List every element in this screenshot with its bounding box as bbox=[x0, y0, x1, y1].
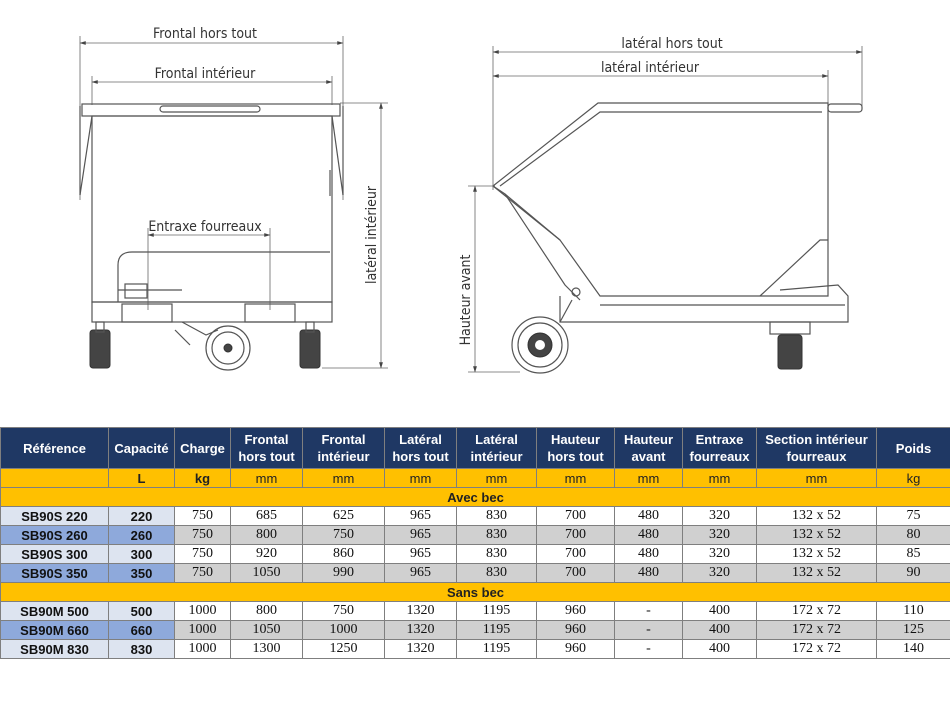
front-view bbox=[80, 26, 343, 370]
reference-cell: SB90M 660 bbox=[1, 621, 109, 640]
label-lateral-hors-tout: latéral hors tout bbox=[621, 36, 723, 52]
table-cell: 830 bbox=[109, 640, 175, 659]
table-cell: 965 bbox=[385, 545, 457, 564]
table-cell: 860 bbox=[303, 545, 385, 564]
table-cell: 920 bbox=[231, 545, 303, 564]
column-header: Frontal hors tout bbox=[231, 428, 303, 469]
table-cell: 90 bbox=[877, 564, 950, 583]
table-cell: 685 bbox=[231, 507, 303, 526]
table-cell: 300 bbox=[109, 545, 175, 564]
table-cell: 1300 bbox=[231, 640, 303, 659]
column-header: Référence bbox=[1, 428, 109, 469]
table-cell: 750 bbox=[175, 526, 231, 545]
table-cell: 965 bbox=[385, 564, 457, 583]
table-cell: 750 bbox=[303, 526, 385, 545]
table-cell: 480 bbox=[615, 564, 683, 583]
unit-cell: kg bbox=[175, 469, 231, 488]
table-cell: 1320 bbox=[385, 640, 457, 659]
unit-cell: mm bbox=[231, 469, 303, 488]
column-header: Frontal intérieur bbox=[303, 428, 385, 469]
table-cell: 830 bbox=[457, 545, 537, 564]
table-cell: 960 bbox=[537, 640, 615, 659]
column-header: Charge bbox=[175, 428, 231, 469]
table-cell: 830 bbox=[457, 507, 537, 526]
table-cell: 320 bbox=[683, 564, 757, 583]
table-cell: 800 bbox=[231, 526, 303, 545]
unit-cell: kg bbox=[877, 469, 950, 488]
table-cell: 965 bbox=[385, 507, 457, 526]
label-hauteur-avant: Hauteur avant bbox=[458, 254, 474, 346]
table-row bbox=[1, 640, 950, 659]
table-cell: 1000 bbox=[175, 602, 231, 621]
unit-cell: mm bbox=[385, 469, 457, 488]
table-cell: 172 x 72 bbox=[757, 602, 877, 621]
header-row bbox=[1, 428, 950, 469]
label-frontal-interieur: Frontal intérieur bbox=[154, 66, 256, 82]
table-cell: 1195 bbox=[457, 602, 537, 621]
table-cell: 750 bbox=[175, 545, 231, 564]
table-cell: 800 bbox=[231, 602, 303, 621]
column-header: Capacité bbox=[109, 428, 175, 469]
unit-cell: mm bbox=[537, 469, 615, 488]
label-entraxe-fourreaux: Entraxe fourreaux bbox=[148, 219, 262, 235]
table-cell: 700 bbox=[537, 507, 615, 526]
table-cell: 1000 bbox=[175, 621, 231, 640]
table-cell: 400 bbox=[683, 602, 757, 621]
dim-hauteur-avant bbox=[458, 186, 520, 372]
column-header: Latéral intérieur bbox=[457, 428, 537, 469]
column-header: Entraxe fourreaux bbox=[683, 428, 757, 469]
table-cell: 172 x 72 bbox=[757, 621, 877, 640]
table-cell: - bbox=[615, 621, 683, 640]
table-cell: 85 bbox=[877, 545, 950, 564]
table-cell: 480 bbox=[615, 545, 683, 564]
unit-cell: mm bbox=[615, 469, 683, 488]
table-cell: 320 bbox=[683, 507, 757, 526]
table-cell: 220 bbox=[109, 507, 175, 526]
reference-cell: SB90S 300 bbox=[1, 545, 109, 564]
unit-cell: mm bbox=[457, 469, 537, 488]
group-row bbox=[1, 488, 950, 507]
table-cell: 965 bbox=[385, 526, 457, 545]
table-cell: 1195 bbox=[457, 640, 537, 659]
side-view bbox=[493, 36, 862, 373]
table-cell: - bbox=[615, 602, 683, 621]
column-header: Hauteur avant bbox=[615, 428, 683, 469]
table-cell: 1000 bbox=[303, 621, 385, 640]
table-row bbox=[1, 507, 950, 526]
spec-table bbox=[0, 427, 950, 659]
table-body bbox=[1, 469, 950, 659]
reference-cell: SB90S 220 bbox=[1, 507, 109, 526]
table-cell: 830 bbox=[457, 564, 537, 583]
table-cell: 480 bbox=[615, 526, 683, 545]
table-cell: 1000 bbox=[175, 640, 231, 659]
unit-cell: L bbox=[109, 469, 175, 488]
table-cell: 625 bbox=[303, 507, 385, 526]
table-cell: 750 bbox=[175, 507, 231, 526]
table-cell: 1320 bbox=[385, 621, 457, 640]
column-header: Section intérieur fourreaux bbox=[757, 428, 877, 469]
reference-cell: SB90S 350 bbox=[1, 564, 109, 583]
table-cell: 320 bbox=[683, 545, 757, 564]
table-row bbox=[1, 602, 950, 621]
table-row bbox=[1, 545, 950, 564]
table-cell: 140 bbox=[877, 640, 950, 659]
table-cell: 1250 bbox=[303, 640, 385, 659]
table-cell: 750 bbox=[303, 602, 385, 621]
table-row bbox=[1, 564, 950, 583]
table-cell: 1195 bbox=[457, 621, 537, 640]
column-header: Poids bbox=[877, 428, 950, 469]
unit-cell: mm bbox=[757, 469, 877, 488]
table-row bbox=[1, 526, 950, 545]
reference-cell: SB90S 260 bbox=[1, 526, 109, 545]
unit-cell: mm bbox=[303, 469, 385, 488]
table-cell: - bbox=[615, 640, 683, 659]
column-header: Hauteur hors tout bbox=[537, 428, 615, 469]
table-cell: 172 x 72 bbox=[757, 640, 877, 659]
table-cell: 75 bbox=[877, 507, 950, 526]
table-cell: 1050 bbox=[231, 564, 303, 583]
unit-cell bbox=[1, 469, 109, 488]
table-cell: 700 bbox=[537, 545, 615, 564]
table-cell: 260 bbox=[109, 526, 175, 545]
group-row bbox=[1, 583, 950, 602]
table-cell: 125 bbox=[877, 621, 950, 640]
table-cell: 700 bbox=[537, 564, 615, 583]
table-cell: 400 bbox=[683, 621, 757, 640]
table-cell: 830 bbox=[457, 526, 537, 545]
group-label: Sans bec bbox=[1, 583, 950, 602]
table-cell: 132 x 52 bbox=[757, 526, 877, 545]
table-cell: 960 bbox=[537, 621, 615, 640]
table-cell: 132 x 52 bbox=[757, 564, 877, 583]
table-cell: 1320 bbox=[385, 602, 457, 621]
label-lateral-interieur-horizontal: latéral intérieur bbox=[600, 60, 700, 76]
table-cell: 1050 bbox=[231, 621, 303, 640]
table-cell: 132 x 52 bbox=[757, 545, 877, 564]
table-cell: 990 bbox=[303, 564, 385, 583]
units-row bbox=[1, 469, 950, 488]
unit-cell: mm bbox=[683, 469, 757, 488]
table-cell: 700 bbox=[537, 526, 615, 545]
table-cell: 660 bbox=[109, 621, 175, 640]
reference-cell: SB90M 500 bbox=[1, 602, 109, 621]
table-cell: 80 bbox=[877, 526, 950, 545]
table-cell: 350 bbox=[109, 564, 175, 583]
label-frontal-hors-tout: Frontal hors tout bbox=[153, 26, 257, 42]
table-cell: 400 bbox=[683, 640, 757, 659]
table-cell: 320 bbox=[683, 526, 757, 545]
table-row bbox=[1, 621, 950, 640]
table-cell: 960 bbox=[537, 602, 615, 621]
table-cell: 110 bbox=[877, 602, 950, 621]
label-lateral-interieur-vertical: latéral intérieur bbox=[364, 185, 380, 285]
table-cell: 132 x 52 bbox=[757, 507, 877, 526]
table-cell: 480 bbox=[615, 507, 683, 526]
column-header: Latéral hors tout bbox=[385, 428, 457, 469]
table-cell: 500 bbox=[109, 602, 175, 621]
reference-cell: SB90M 830 bbox=[1, 640, 109, 659]
group-label: Avec bec bbox=[1, 488, 950, 507]
table-cell: 750 bbox=[175, 564, 231, 583]
